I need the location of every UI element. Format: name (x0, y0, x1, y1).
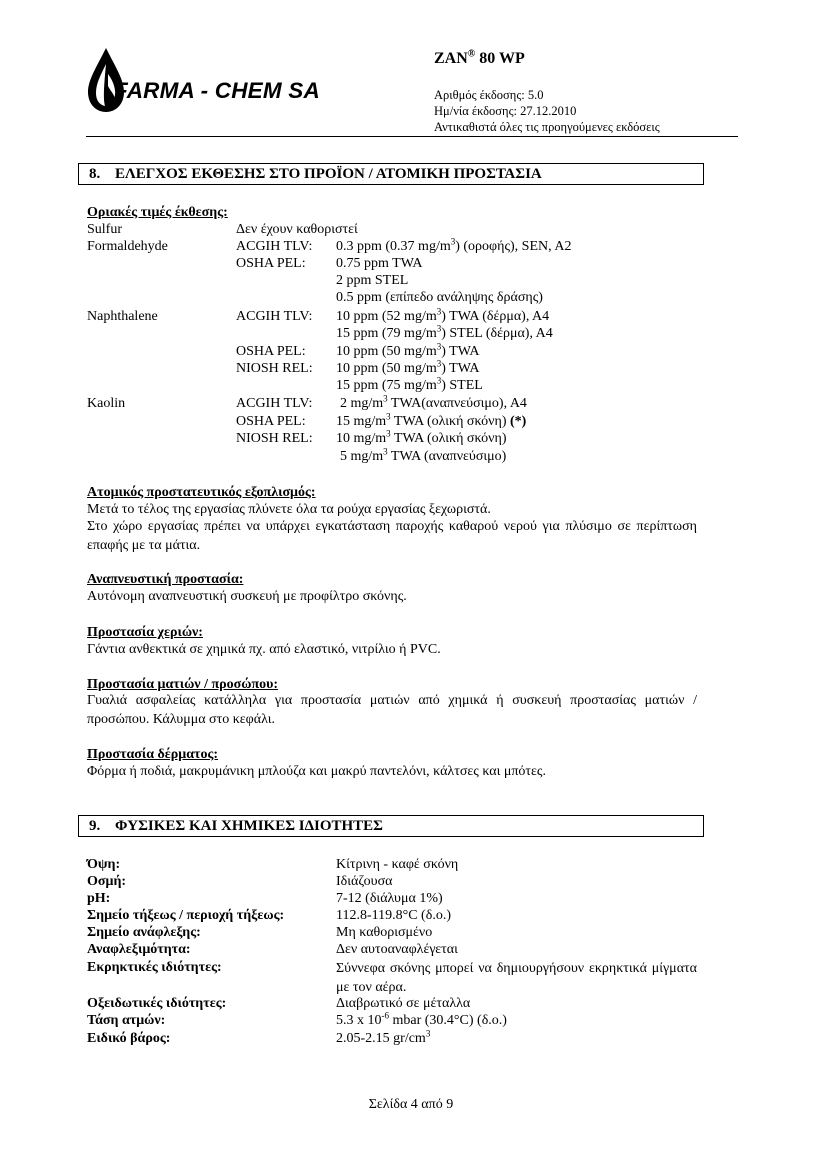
property-value: 2.05-2.15 $gr/cm^3$ (336, 1028, 431, 1046)
limit-value: 10 ppm (52 $mg/m^3$) TWA (δέρμα), A4 (336, 306, 550, 324)
property-value: 112.8-119.8°C (δ.ο.) (336, 908, 451, 923)
agency-acgih: ACGIH TLV: (236, 239, 313, 254)
respiratory-text: Αυτόνομη αναπνευστική συσκευή με προφίλτρο σκόνης. (87, 589, 407, 604)
skin-protection-text: Φόρμα ή ποδιά, μακρυμάνικη μπλούζα και μακρύ παντελόνι, κάλτσες και μπότες. (87, 764, 546, 779)
limit-value: 10 $mg/m^3$ TWA (ολική σκόνη) (336, 428, 507, 446)
company-name: FARMA - CHEM SA (114, 78, 320, 103)
property-value: Μη καθορισμένο (336, 925, 433, 940)
section-8-title: 8. ΕΛΕΓΧΟΣ ΕΚΘΕΣΗΣ ΣΤΟ ΠΡΟΪΟΝ / ΑΤΟΜΙΚΗ ΠΡΟΣΤΑΣΙΑ (78, 163, 704, 185)
limit-value: 0.75 ppm TWA (336, 256, 423, 271)
limit-value: 10 ppm (50 $mg/m^3$) TWA (336, 358, 480, 376)
substance-formaldehyde: Formaldehyde (87, 239, 168, 254)
product-name: ZAN® 80 WP (434, 48, 525, 67)
ppe-text: Μετά το τέλος της εργασίας πλύνετε όλα τα ρούχα εργασίας ξεχωριστά. (87, 502, 491, 517)
hand-protection-text: Γάντια ανθεκτικά σε χημικά πχ. από ελαστικό, νιτρίλιο ή PVC. (87, 642, 441, 657)
property-label: Σημείο τήξεως / περιοχή τήξεως: (87, 908, 285, 923)
property-label: Σημείο ανάφλεξης: (87, 925, 201, 940)
property-label: Εκρηκτικές ιδιότητες: (87, 960, 222, 975)
substance-kaolin: Kaolin (87, 396, 126, 411)
limit-value: 0.5 ppm (επίπεδο ανάληψης δράσης) (336, 290, 543, 305)
edition-date: Ημ/νία έκδοσης: 27.12.2010 (434, 104, 577, 118)
eye-protection-heading: Προστασία ματιών / προσώπου: (87, 677, 279, 692)
property-label: pH: (87, 891, 111, 906)
property-label: Οξειδωτικές ιδιότητες: (87, 996, 227, 1011)
property-value: Διαβρωτικό σε μέταλλα (336, 996, 471, 1011)
section-9-title: 9. ΦΥΣΙΚΕΣ ΚΑΙ ΧΗΜΙΚΕΣ ΙΔΙΟΤΗΤΕΣ (78, 815, 704, 837)
agency-osha: OSHA PEL: (236, 414, 306, 429)
agency-osha: OSHA PEL: (236, 344, 306, 359)
limit-value: 10 ppm (50 $mg/m^3$) TWA (336, 341, 480, 359)
limit-value: 15 ppm (79 $mg/m^3$) STEL (δέρμα), A4 (336, 323, 553, 341)
substance-naphthalene: Naphthalene (87, 309, 158, 324)
substance-sulfur: Sulfur (87, 222, 122, 237)
header-divider (86, 136, 738, 137)
property-label: Αναφλεξιμότητα: (87, 942, 191, 957)
agency-niosh: NIOSH REL: (236, 361, 313, 376)
limit-value: 15 $mg/m^3$ TWA (ολική σκόνη) (*) (336, 411, 527, 429)
agency-niosh: NIOSH REL: (236, 431, 313, 446)
limit-value: 15 ppm (75 $mg/m^3$) STEL (336, 375, 483, 393)
replaces-note: Αντικαθιστά όλες τις προηγούμενες εκδόσεις (434, 120, 660, 134)
limit-value: 2 $mg/m^3$ TWA(αναπνεύσιμο), A4 (340, 393, 527, 411)
agency-osha: OSHA PEL: (236, 256, 306, 271)
ppe-text: Στο χώρο εργασίας πρέπει να υπάρχει εγκατάσταση παροχής καθαρού νερού για πλύσιμο σε περίπτωση επαφής με τα μάτια. (87, 519, 697, 553)
limit-value: 2 ppm STEL (336, 273, 409, 288)
property-value: 5.3 x $10^{-6}$ mbar (30.4°C) (δ.ο.) (336, 1010, 507, 1028)
agency-acgih: ACGIH TLV: (236, 309, 313, 324)
exposure-limits-heading: Οριακές τιμές έκθεσης: (87, 205, 228, 220)
limit-value: 0.3 ppm (0.37 $mg/m^3$) (οροφής), SEN, A2 (336, 236, 572, 254)
page-number: Σελίδα 4 από 9 (368, 1097, 454, 1112)
property-value: Ιδιάζουσα (336, 874, 393, 889)
property-value: Δεν αυτοαναφλέγεται (336, 942, 458, 957)
hand-protection-heading: Προστασία χεριών: (87, 625, 203, 640)
skin-protection-heading: Προστασία δέρματος: (87, 747, 219, 762)
limit-value: 5 $mg/m^3$ TWA (αναπνεύσιμο) (340, 446, 507, 464)
property-label: Τάση ατμών: (87, 1013, 166, 1028)
edition-number: Αριθμός έκδοσης: 5.0 (434, 88, 544, 102)
property-label: Όψη: (87, 857, 121, 872)
property-label: Οσμή: (87, 874, 127, 889)
ppe-heading: Ατομικός προστατευτικός εξοπλισμός: (87, 485, 316, 500)
property-value: Σύννεφα σκόνης μπορεί να δημιουργήσουν εκρηκτικά μίγματα με τον αέρα. (336, 961, 697, 995)
property-value: 7-12 (διάλυμα 1%) (336, 891, 443, 906)
eye-protection-text: Γυαλιά ασφαλείας κατάλληλα για προστασία ματιών από χημικά ή συσκευή προστασίας ματιών / προσώπου. Κάλυμμα στο κεφάλι. (87, 693, 697, 727)
agency-acgih: ACGIH TLV: (236, 396, 313, 411)
property-value: Κίτρινη - καφέ σκόνη (336, 857, 459, 872)
sulfur-value: Δεν έχουν καθοριστεί (236, 222, 358, 237)
property-label: Ειδικό βάρος: (87, 1031, 171, 1046)
respiratory-heading: Αναπνευστική προστασία: (87, 572, 244, 587)
